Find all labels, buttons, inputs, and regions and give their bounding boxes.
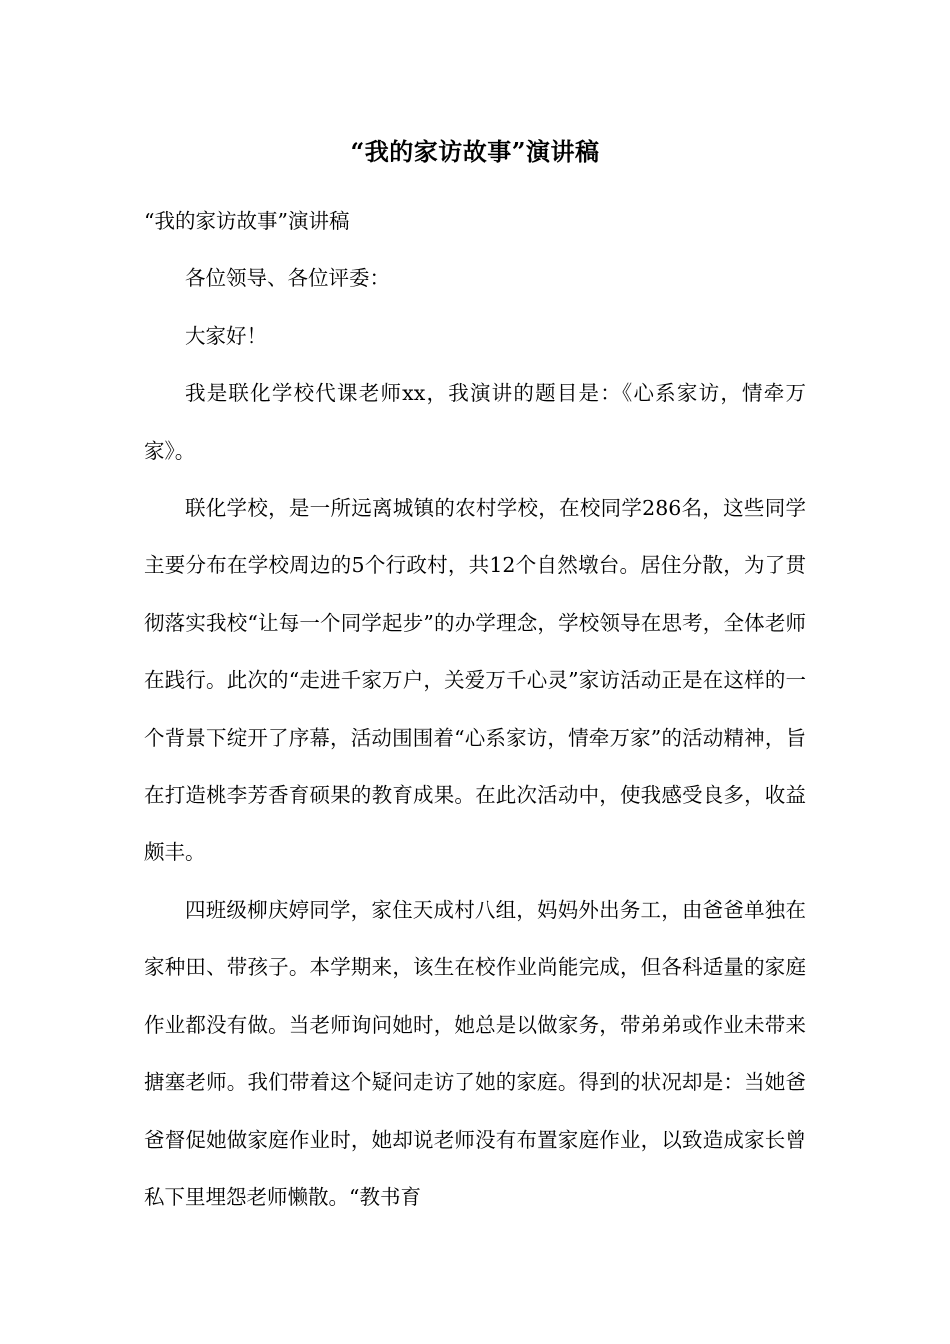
paragraph-school-background: 联化学校，是一所远离城镇的农村学校，在校同学286名，这些同学主要分布在学校周边的5个行政村，共12个自然墩台。居住分散，为了贯彻落实我校“让每一个同学起步”的办学理念，学校领导在思考，全体老师在践行。此次的“走进千家万户，关爱万千心灵”家访活动正是在这样的一个背景下绽开了序幕，活动围围着“心系家访，情牵万家”的活动精神，旨在打造桃李芳香育硕果的教育成果。在此次活动中，使我感受良多，收益颇丰。	[144, 496, 806, 865]
paragraph-salutation: 各位领导、各位评委：	[185, 266, 390, 291]
document-title: “我的家访故事”演讲稿	[350, 137, 600, 166]
paragraph-student-story: 四班级柳庆婷同学，家住天成村八组，妈妈外出务工，由爸爸单独在家种田、带孩子。本学期来，该生在校作业尚能完成，但各科适量的家庭作业都没有做。当老师询问她时，她总是以做家务，带弟弟或作业未带来搪塞老师。我们带着这个疑问走访了她的家庭。得到的状况却是：当她爸爸督促她做家庭作业时，她却说老师没有布置家庭作业，以致造成家长曾私下里埋怨老师懒散。“教书育	[144, 897, 806, 1209]
paragraph-greeting: 大家好！	[185, 323, 267, 348]
document-body	[144, 193, 806, 1226]
paragraph-subtitle: “我的家访故事”演讲稿	[144, 209, 350, 233]
paragraph-introduction: 我是联化学校代课老师xx，我演讲的题目是：《心系家访，情牵万家》。	[144, 381, 806, 463]
